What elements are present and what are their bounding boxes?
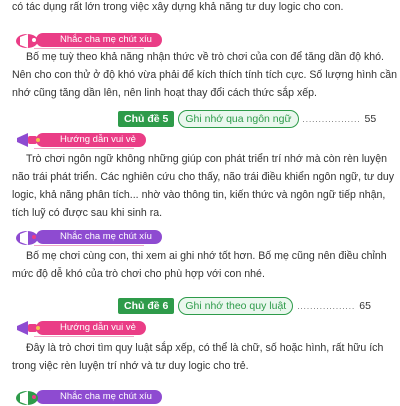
speaker-icon — [14, 228, 42, 246]
text-line: Nên cho con thử ở độ khó vừa phải để kích thích tính tích cực. Số lượng hình cần — [12, 69, 398, 81]
leader-dots: .................. — [297, 301, 356, 311]
speaker-icon — [14, 31, 42, 49]
topic-page-number: 65 — [359, 300, 371, 312]
intro-paragraph-tail — [12, 0, 392, 16]
text-line: nhớ cũng tăng dần lên, nên linh hoạt thay đổi cách thức sắp xếp. — [12, 87, 317, 99]
parent-reminder-tag — [14, 228, 162, 246]
tag-label: Nhắc cha mẹ chút xíu — [36, 230, 162, 244]
tag-underline — [34, 245, 144, 246]
text-line: não trái phát triển. Các nghiên cứu cho thấy, não trái điều khiển ngôn ngữ, tư duy — [12, 171, 395, 183]
speaker-icon — [14, 388, 42, 406]
tag-underline — [34, 336, 134, 337]
topic-page-number: 55 — [364, 113, 377, 125]
text-line: Bố mẹ chơi cùng con, thi xem ai ghi nhớ tốt hơn. Bố mẹ cũng nên điều chỉnh — [26, 250, 387, 262]
topic-title: Ghi nhớ theo quy luật — [178, 297, 293, 315]
topic-6-heading — [118, 298, 371, 314]
text-line: tích luỹ có được sau khi sinh ra. — [12, 207, 163, 219]
text-line: logic, khả năng phân tích... nhờ vào thông tin, kiến thức và ngôn ngữ tiếp nhận, — [12, 189, 386, 201]
fun-guide-tag — [14, 131, 146, 149]
leader-dots: .................. — [302, 114, 361, 124]
tag-label: Hướng dẫn vui vẻ — [36, 321, 146, 335]
tag-label: Nhắc cha mẹ chút xíu — [36, 390, 162, 404]
text-line: Đây là trò chơi tìm quy luật sắp xếp, có thể là chữ, số hoặc hình, rất hữu ích — [26, 342, 384, 354]
guide6-paragraph — [12, 339, 392, 375]
parent-reminder-tag — [14, 388, 162, 406]
topic-label: Chủ đề 6 — [118, 298, 174, 314]
tag-label: Hướng dẫn vui vẻ — [36, 133, 146, 147]
topic-label: Chủ đề 5 — [118, 111, 174, 127]
text-line: trong việc rèn luyện trí nhớ và tư duy logic cho trẻ. — [12, 360, 249, 372]
text-line: Bố mẹ tuỳ theo khả năng nhận thức về trò chơi của con để tăng dần độ khó. — [26, 51, 384, 63]
megaphone-icon — [14, 319, 42, 337]
topic-title: Ghi nhớ qua ngôn ngữ — [178, 110, 298, 128]
tip5-paragraph — [12, 247, 392, 283]
tag-underline — [34, 148, 134, 149]
text-line: Trò chơi ngôn ngữ không những giúp con phát triển trí nhớ mà còn rèn luyện — [26, 153, 388, 165]
fun-guide-tag — [14, 319, 146, 337]
tip1-paragraph — [12, 48, 398, 102]
topic-5-heading — [118, 111, 376, 127]
text-line: có tác dụng rất lớn trong việc xây dựng khả năng tư duy logic cho con. — [12, 1, 344, 13]
megaphone-icon — [14, 131, 42, 149]
tag-label: Nhắc cha mẹ chút xíu — [36, 33, 162, 47]
text-line: mức độ dễ khó của trò chơi cho phù hợp với con nhé. — [12, 268, 265, 280]
parent-reminder-tag — [14, 31, 162, 49]
guide5-paragraph — [12, 150, 395, 222]
